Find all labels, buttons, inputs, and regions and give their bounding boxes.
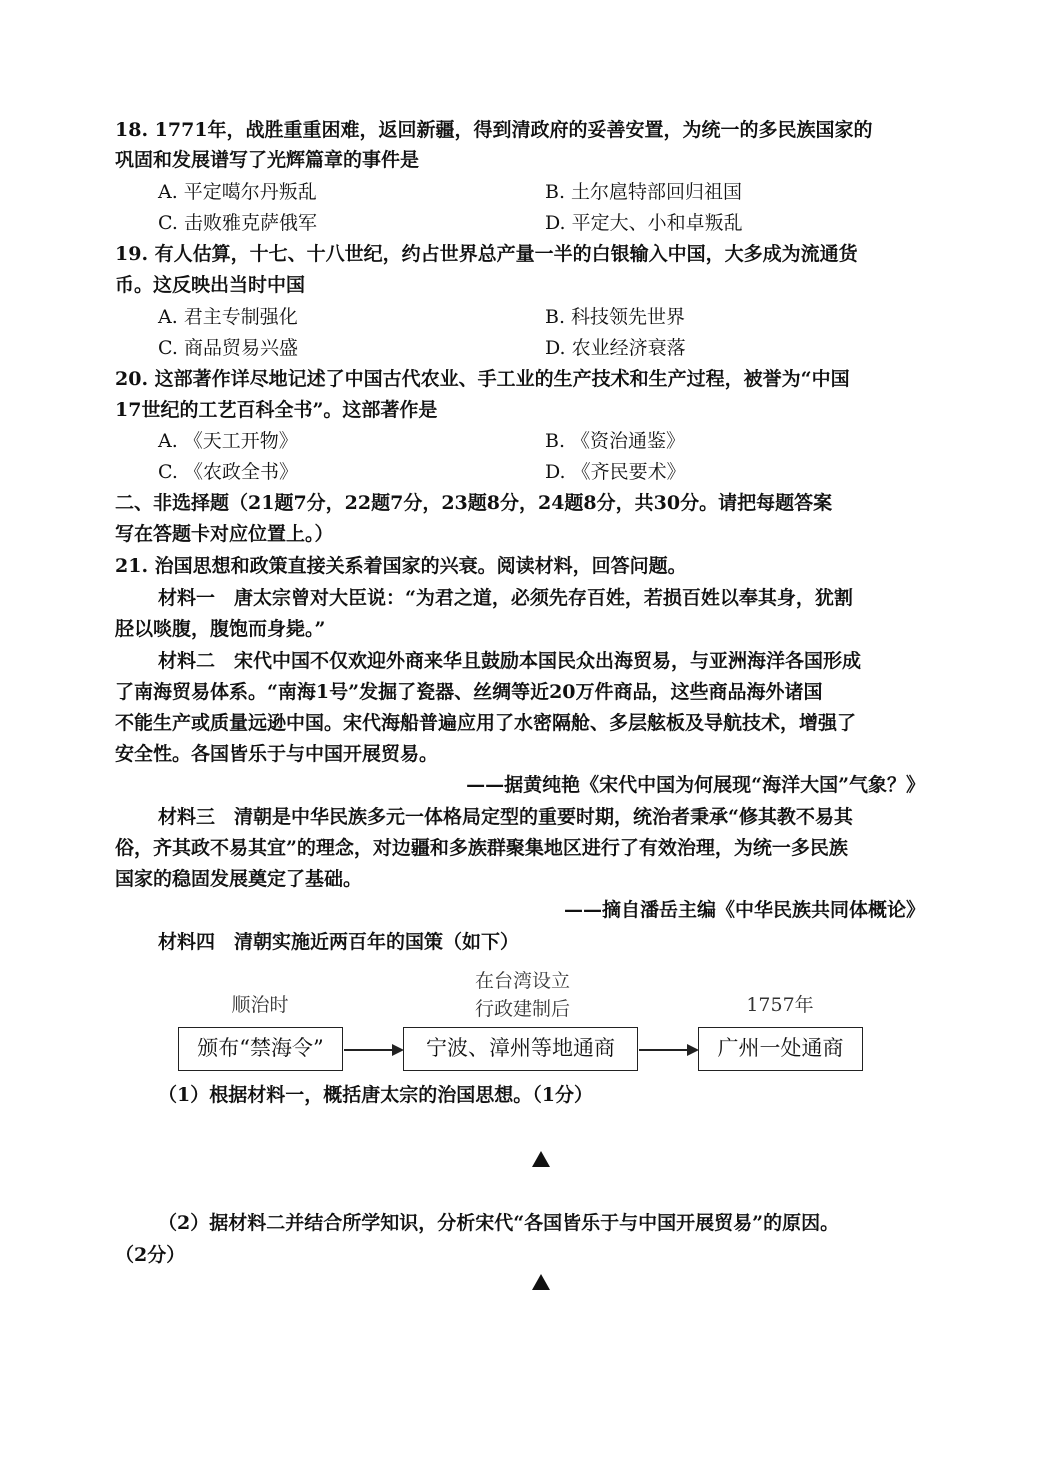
q18-option-c: C. 击败雅克萨俄军 <box>158 212 317 234</box>
q21-sub2-line2: （2分） <box>115 1244 186 1266</box>
flow-box-ningbo-zhangzhou: 宁波、漳州等地通商 <box>403 1027 638 1071</box>
flow-label-shunzhi: 顺治时 <box>231 994 289 1016</box>
q20-option-b: B. 《资治通鉴》 <box>545 430 686 452</box>
material2-line3: 不能生产或质量远逊中国。宋代海船普遍应用了水密隔舱、多层舷板及导航技术，增强了 <box>115 712 857 734</box>
q19-option-a: A. 君主专制强化 <box>158 306 298 328</box>
answer-placeholder-triangle-icon <box>532 1151 550 1167</box>
q20-stem-line2: 17世纪的工艺百科全书”。这部著作是 <box>115 399 438 421</box>
q19-option-c: C. 商品贸易兴盛 <box>158 337 298 359</box>
q20-stem-line1: 20. 这部著作详尽地记述了中国古代农业、手工业的生产技术和生产过程，被誉为“中国 <box>115 368 850 390</box>
q18-option-a: A. 平定噶尔丹叛乱 <box>158 181 317 203</box>
q20-option-a: A. 《天工开物》 <box>158 430 298 452</box>
q19-option-b: B. 科技领先世界 <box>545 306 686 328</box>
q21-intro: 21. 治国思想和政策直接关系着国家的兴衰。阅读材料，回答问题。 <box>115 555 687 577</box>
q18-option-b: B. 土尔扈特部回归祖国 <box>545 181 743 203</box>
material2-source: ——据黄纯艳《宋代中国为何展现“海洋大国”气象？》 <box>466 774 925 796</box>
q18-stem-line2: 巩固和发展谱写了光辉篇章的事件是 <box>115 149 420 171</box>
section2-heading-line1: 二、非选择题（21题7分，22题7分，23题8分，24题8分，共30分。请把每题答案 <box>115 492 833 514</box>
q19-option-d: D. 农业经济衰落 <box>545 337 686 359</box>
flow-label-taiwan-line2: 行政建制后 <box>474 998 570 1020</box>
flow-box-haijin-ban: 颁布“禁海令” <box>178 1027 343 1071</box>
material2-line2: 了南海贸易体系。“南海1号”发掘了瓷器、丝绸等近20万件商品，这些商品海外诸国 <box>115 681 823 703</box>
material1-line2: 胫以啖腹，腹饱而身毙。” <box>115 618 326 640</box>
q19-stem-line2: 币。这反映出当时中国 <box>115 274 306 296</box>
material1-line1: 材料一 唐太宗曾对大臣说：“为君之道，必须先存百姓，若损百姓以奉其身，犹割 <box>158 587 853 609</box>
q20-option-d: D. 《齐民要术》 <box>545 461 686 483</box>
material4-heading: 材料四 清朝实施近两百年的国策（如下） <box>158 931 520 953</box>
flow-label-1757: 1757年 <box>746 994 814 1016</box>
q19-stem-line1: 19. 有人估算，十七、十八世纪，约占世界总产量一半的白银输入中国，大多成为流通货 <box>115 243 858 265</box>
answer-placeholder-triangle-icon <box>532 1274 550 1290</box>
material3-source: ——摘自潘岳主编《中华民族共同体概论》 <box>563 899 925 921</box>
material3-line2: 俗，齐其政不易其宜”的理念，对边疆和多族群聚集地区进行了有效治理，为统一多民族 <box>115 837 848 859</box>
material2-line4: 安全性。各国皆乐于与中国开展贸易。 <box>115 743 439 765</box>
flow-label-taiwan-line1: 在台湾设立 <box>474 970 570 992</box>
flow-arrow-1 <box>344 1049 402 1051</box>
q20-option-c: C. 《农政全书》 <box>158 461 298 483</box>
q18-option-d: D. 平定大、小和卓叛乱 <box>545 212 743 234</box>
flow-arrow-2 <box>639 1049 697 1051</box>
q21-sub1: （1）根据材料一，概括唐太宗的治国思想。（1分） <box>158 1084 593 1106</box>
q18-stem-line1: 18. 1771年，战胜重重困难，返回新疆，得到清政府的妥善安置，为统一的多民族国家的 <box>115 119 873 141</box>
flow-box-guangzhou: 广州一处通商 <box>698 1027 863 1071</box>
material3-line3: 国家的稳固发展奠定了基础。 <box>115 868 363 890</box>
material3-line1: 材料三 清朝是中华民族多元一体格局定型的重要时期，统治者秉承“修其教不易其 <box>158 806 853 828</box>
section2-heading-line2: 写在答题卡对应位置上。） <box>115 523 334 545</box>
material2-line1: 材料二 宋代中国不仅欢迎外商来华且鼓励本国民众出海贸易，与亚洲海洋各国形成 <box>158 650 862 672</box>
q21-sub2-line1: （2）据材料二并结合所学知识，分析宋代“各国皆乐于与中国开展贸易”的原因。 <box>158 1212 840 1234</box>
